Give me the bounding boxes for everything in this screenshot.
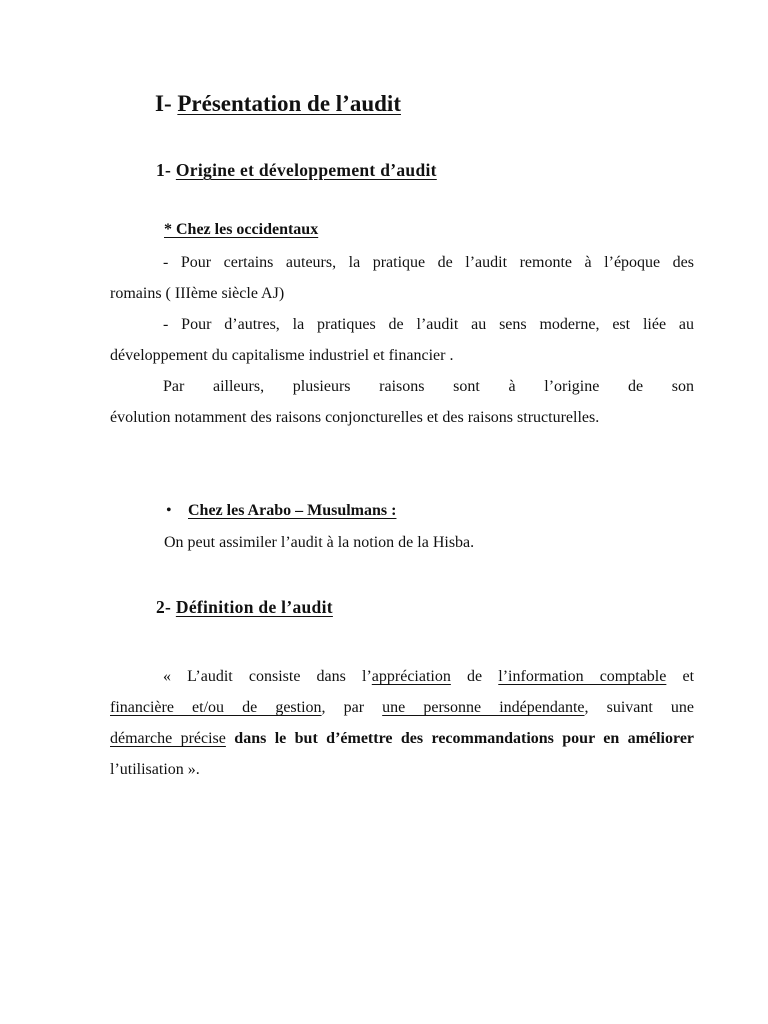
paragraph-line: romains ( IIIème siècle AJ) [110,285,285,302]
bullet-arabo-musulmans [166,502,396,520]
definition-term-demarche: démarche précise [110,730,226,747]
subheading-arabo-musulmans: Chez les Arabo – Musulmans : [188,502,397,519]
main-title [155,91,401,117]
bullet-dot: • [166,502,172,519]
definition-term-personne: une personne indépendante [382,699,585,716]
definition-line-3 [110,723,694,754]
subheading-occidentaux: * Chez les occidentaux [164,221,319,238]
definition-line-2 [110,692,694,723]
section-1-title: Origine et développement d’audit [175,160,437,180]
section-2-number: 2- [156,597,172,617]
definition-term-information: l’information comptable [498,668,667,685]
main-title-number: I- [155,91,172,116]
paragraph-line: - Pour d’autres, la pratiques de l’audit au sens moderne, est liée au [163,316,694,333]
definition-term-appreciation: appréciation [371,668,451,685]
definition-text: « L’audit consiste dans l’ [163,668,372,685]
definition-line-4: l’utilisation ». [110,761,200,778]
paragraph-line: Par ailleurs, plusieurs raisons sont à l’origine de son [163,378,694,395]
paragraph-line: évolution notamment des raisons conjoncturelles et des raisons structurelles. [110,409,600,426]
definition-text: de [467,668,483,685]
paragraph-line: - Pour certains auteurs, la pratique de l’audit remonte à l’époque des [163,254,694,271]
section-2-heading [156,597,333,618]
section-1-heading [156,160,437,181]
definition-text: , par [321,699,365,716]
section-2-title: Définition de l’audit [175,597,333,617]
paragraph-occidentaux [110,247,694,433]
definition-line-1 [110,661,694,692]
definition-text: et [682,668,695,685]
paragraph-line: développement du capitalisme industriel et financier . [110,347,454,364]
main-title-text: Présentation de l’audit [177,91,401,116]
definition-text-bold: dans le but d’émettre des recommandations pour en améliorer [234,730,695,747]
paragraph-hisba: On peut assimiler l’audit à la notion de la Hisba. [164,534,475,551]
definition-term-gestion: financière et/ou de gestion [110,699,322,716]
definition-paragraph [110,661,694,785]
section-1-number: 1- [156,160,172,180]
definition-text: , suivant une [584,699,695,716]
